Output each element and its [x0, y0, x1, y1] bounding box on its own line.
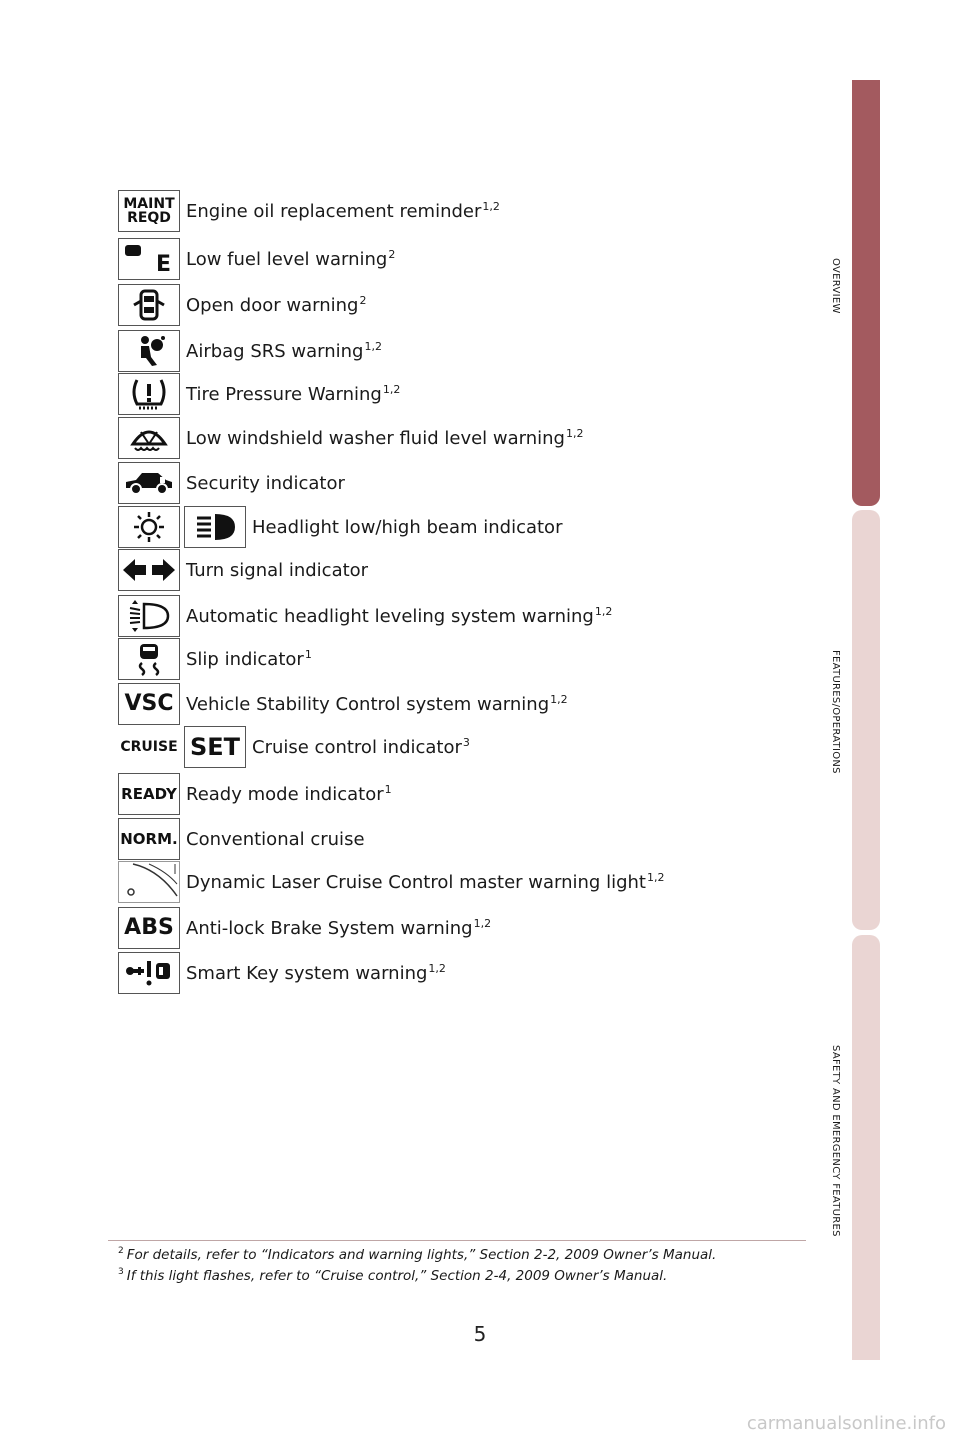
headlight-low-icon — [118, 506, 180, 548]
abs-icon — [118, 907, 180, 949]
page-number: 5 — [473, 1322, 487, 1346]
indicator-label: Smart Key system warning$^{1,2}$ — [186, 962, 446, 984]
side-tab-label-safety: SAFETY AND EMERGENCY FEATURES — [830, 1045, 841, 1237]
indicator-label: Low fuel level warning$^2$ — [186, 248, 396, 270]
indicator-row — [118, 818, 366, 860]
headlight-high-beam-icon — [184, 506, 246, 548]
indicator-label: Ready mode indicator$^1$ — [186, 783, 392, 805]
smart-key-icon — [118, 952, 180, 994]
laser-cruise-icon — [118, 861, 180, 903]
indicator-row — [118, 238, 395, 280]
indicator-label: Dynamic Laser Cruise Control master warning light$^{1,2}$ — [186, 871, 665, 893]
indicator-label: Headlight low/high beam indicator — [252, 517, 563, 538]
indicator-row — [118, 549, 369, 591]
indicator-label: Airbag SRS warning$^{1,2}$ — [186, 340, 382, 362]
side-tab-label-overview: OVERVIEW — [830, 258, 841, 314]
indicator-label: Security indicator — [186, 473, 345, 494]
watermark: carmanualsonline.info — [746, 1413, 946, 1434]
side-tab-label-features: FEATURES/OPERATIONS — [830, 650, 841, 774]
cruise-icon — [118, 726, 180, 768]
indicator-row — [118, 773, 392, 815]
indicator-row — [118, 595, 612, 637]
norm-icon — [118, 818, 180, 860]
indicator-label: Tire Pressure Warning$^{1,2}$ — [186, 383, 401, 405]
washer-fluid-icon — [118, 417, 180, 459]
icon-text: ABS — [124, 915, 174, 940]
icon-text: READY — [121, 784, 177, 803]
icon-text: E — [155, 252, 171, 277]
indicator-label: Vehicle Stability Control system warning$^{1,2}$ — [186, 693, 568, 715]
indicator-label: Turn signal indicator — [186, 560, 369, 581]
security-car-icon — [118, 462, 180, 504]
maint-reqd-icon — [118, 190, 180, 232]
vsc-icon — [118, 683, 180, 725]
indicator-label: Slip indicator$^1$ — [186, 648, 312, 670]
indicator-label: Automatic headlight leveling system warning$^{1,2}$ — [186, 605, 613, 627]
indicator-row — [118, 952, 446, 994]
indicator-row — [118, 190, 500, 232]
side-tab-safety[interactable] — [852, 935, 880, 1360]
indicator-row — [118, 638, 312, 680]
footnote: $^3$ If this light flashes, refer to “Cruise control,” Section 2-4, 2009 Owner’s Manual. — [118, 1267, 668, 1284]
indicator-row — [118, 330, 382, 372]
icon-text: MAINT REQD — [123, 196, 175, 226]
indicator-row — [118, 726, 470, 768]
open-door-car-icon — [118, 284, 180, 326]
indicator-row — [118, 506, 563, 548]
icon-text: VSC — [124, 691, 174, 716]
slip-car-icon — [118, 638, 180, 680]
indicator-label: Conventional cruise — [186, 829, 365, 850]
indicator-label: Anti-lock Brake System warning$^{1,2}$ — [186, 917, 492, 939]
icon-text: CRUISE — [120, 739, 178, 755]
indicator-row — [118, 462, 346, 504]
icon-text: NORM. — [120, 829, 178, 848]
footnote-divider — [108, 1240, 806, 1241]
fuel-pump-icon — [118, 238, 180, 280]
indicator-row — [118, 683, 568, 725]
indicator-label: Cruise control indicator$^3$ — [252, 736, 470, 758]
ready-icon — [118, 773, 180, 815]
indicator-label: Low windshield washer fluid level warning$^{1,2}$ — [186, 427, 584, 449]
footnote: $^2$ For details, refer to “Indicators and warning lights,” Section 2-2, 2009 Owner’s Manual. — [118, 1246, 717, 1263]
headlight-leveling-icon — [118, 595, 180, 637]
turn-signal-arrows-icon — [118, 549, 180, 591]
tire-pressure-icon — [118, 373, 180, 415]
side-tab-overview[interactable] — [852, 80, 880, 506]
indicator-row — [118, 907, 491, 949]
indicator-row — [118, 284, 366, 326]
airbag-icon — [118, 330, 180, 372]
indicator-row — [118, 373, 400, 415]
indicator-row — [118, 861, 664, 903]
side-tab-features[interactable] — [852, 510, 880, 930]
icon-text: SET — [189, 733, 241, 761]
indicator-label: Open door warning$^2$ — [186, 294, 367, 316]
indicator-row — [118, 417, 583, 459]
cruise-set-icon — [184, 726, 246, 768]
indicator-label: Engine oil replacement reminder$^{1,2}$ — [186, 200, 500, 222]
